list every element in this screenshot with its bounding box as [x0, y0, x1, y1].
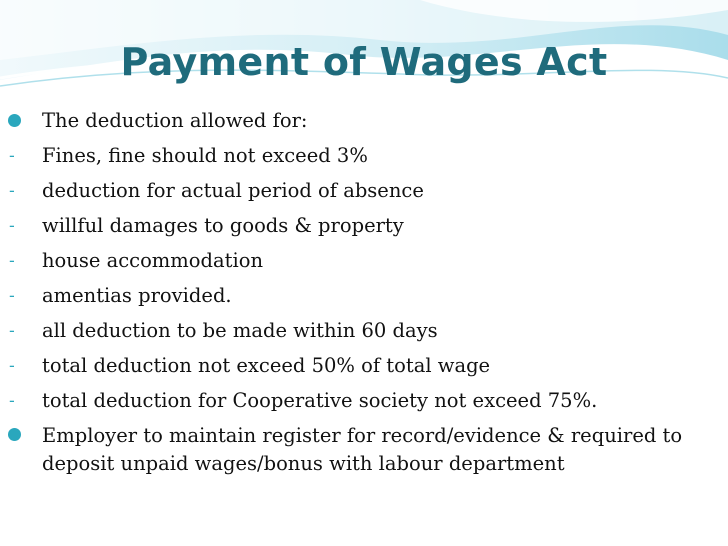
list-item-text: Employer to maintain register for record/evidence & required to deposit unpaid wages/bonus with labour department	[42, 424, 683, 475]
list-item-text: total deduction not exceed 50% of total wage	[42, 354, 491, 377]
dash-icon: -	[9, 146, 15, 165]
list-item-text: deduction for actual period of absence	[42, 179, 424, 202]
list-item	[6, 348, 722, 383]
list-item	[6, 418, 722, 478]
dash-icon: -	[9, 251, 15, 270]
bullet-icon	[8, 114, 21, 127]
list-item-text: total deduction for Cooperative society not exceed 75%.	[42, 389, 598, 412]
list-item-text: The deduction allowed for:	[42, 109, 308, 132]
list-item	[6, 103, 722, 138]
list-item-text: Fines, fine should not exceed 3%	[42, 144, 368, 167]
dash-icon: -	[9, 216, 15, 235]
list-item-text: willful damages to goods & property	[42, 214, 404, 237]
dash-icon: -	[9, 356, 15, 375]
list-item	[6, 138, 722, 173]
list-item	[6, 278, 722, 313]
bullet-list	[6, 103, 722, 478]
dash-icon: -	[9, 181, 15, 200]
dash-icon: -	[9, 286, 15, 305]
list-item	[6, 173, 722, 208]
list-item-text: house accommodation	[42, 249, 264, 272]
list-item	[6, 208, 722, 243]
dash-icon: -	[9, 321, 15, 340]
bullet-icon	[8, 428, 21, 441]
dash-icon: -	[9, 391, 15, 410]
list-item	[6, 383, 722, 418]
list-item-text: all deduction to be made within 60 days	[42, 319, 438, 342]
list-item	[6, 313, 722, 348]
list-item-text: amentias provided.	[42, 284, 232, 307]
slide-title: Payment of Wages Act	[120, 40, 608, 84]
list-item	[6, 243, 722, 278]
